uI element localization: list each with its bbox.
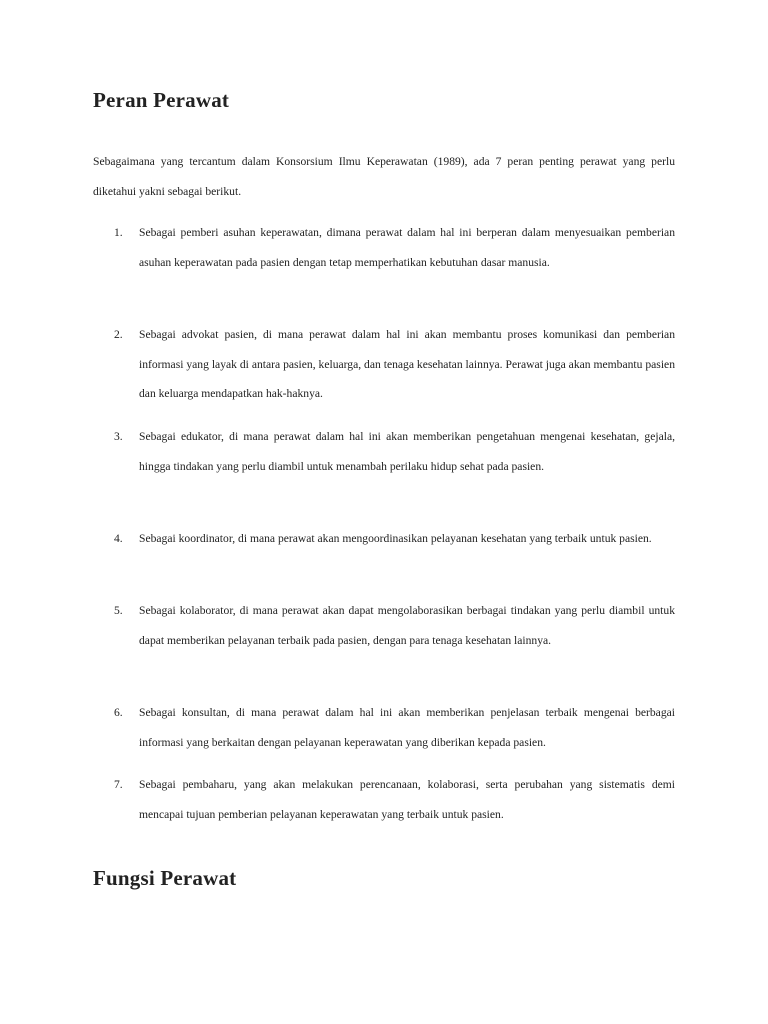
list-item-text: Sebagai edukator, di mana perawat dalam hal ini akan memberikan pengetahuan mengenai kesehatan, gejala, hingga tindakan yang perlu diambil untuk menambah perilaku hidup sehat pada pasien.	[139, 430, 675, 473]
list-item-number: 1.	[114, 226, 123, 239]
list-item-number: 4.	[114, 532, 123, 545]
list-item-number: 6.	[114, 706, 123, 719]
list-item-text: Sebagai konsultan, di mana perawat dalam hal ini akan memberikan penjelasan terbaik mengenai berbagai informasi yang berkaitan dengan pelayanan keperawatan yang diberikan kepada pasien.	[139, 706, 675, 749]
list-item-text: Sebagai koordinator, di mana perawat akan mengoordinasikan pelayanan kesehatan yang terbaik untuk pasien.	[139, 532, 652, 545]
list-item-number: 2.	[114, 328, 123, 341]
section-title-fungsi-perawat: Fungsi Perawat	[93, 866, 237, 890]
list-item-text: Sebagai pembaharu, yang akan melakukan perencanaan, kolaborasi, serta perubahan yang sistematis demi mencapai tujuan pemberian pelayanan keperawatan yang terbaik untuk pasien.	[139, 778, 675, 821]
list-item-number: 7.	[114, 778, 123, 791]
list-item-text: Sebagai advokat pasien, di mana perawat dalam hal ini akan membantu proses komunikasi dan pemberian informasi yang layak di antara pasien, keluarga, dan tenaga kesehatan lainnya. Perawat juga akan membantu pasien dan keluarga mendapatkan hak-haknya.	[139, 328, 675, 400]
section-title-peran-perawat: Peran Perawat	[93, 88, 230, 112]
intro-paragraph: Sebagaimana yang tercantum dalam Konsorsium Ilmu Keperawatan (1989), ada 7 peran penting perawat yang perlu diketahui yakni sebagai berikut.	[93, 155, 675, 198]
list-item-number: 3.	[114, 430, 123, 443]
list-item-number: 5.	[114, 604, 123, 617]
list-item-text: Sebagai kolaborator, di mana perawat akan dapat mengolaborasikan berbagai tindakan yang perlu diambil untuk dapat memberikan pelayanan terbaik pada pasien, dengan para tenaga kesehatan lainnya.	[139, 604, 675, 647]
list-item-text: Sebagai pemberi asuhan keperawatan, dimana perawat dalam hal ini berperan dalam menyesuaikan pemberian asuhan keperawatan pada pasien dengan tetap memperhatikan kebutuhan dasar manusia.	[139, 226, 675, 269]
